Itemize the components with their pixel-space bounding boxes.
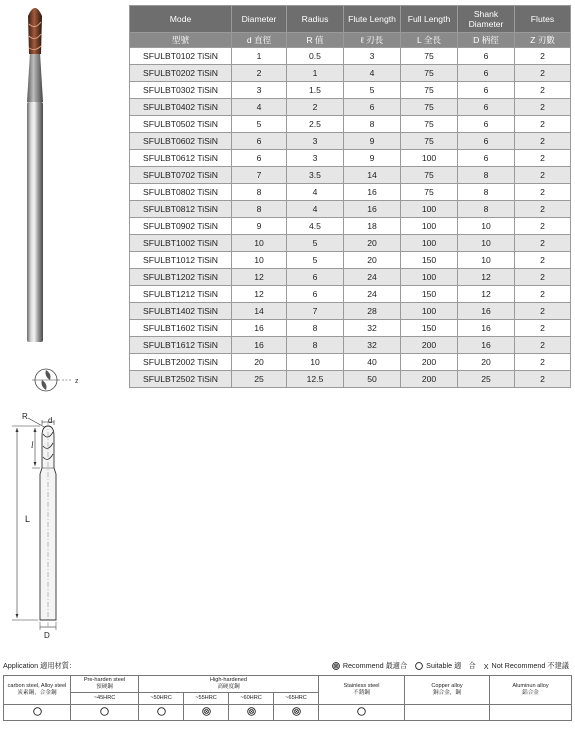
cell-full-length: 150 [401, 320, 458, 337]
cell-radius: 8 [287, 337, 344, 354]
table-row [130, 184, 571, 201]
cell-mode: SFULBT1212 TiSiN [130, 286, 232, 303]
cell-diameter: 12 [232, 286, 287, 303]
cell-mode: SFULBT0402 TiSiN [130, 99, 232, 116]
cell-mode: SFULBT0102 TiSiN [130, 48, 232, 65]
table-row [130, 235, 571, 252]
cell-mode: SFULBT2502 TiSiN [130, 371, 232, 388]
rating-cell [274, 705, 319, 721]
hrc-45: ~45HRC [71, 693, 139, 705]
cell-flutes: 2 [515, 116, 571, 133]
cell-full-length: 100 [401, 235, 458, 252]
cell-mode: SFULBT0812 TiSiN [130, 201, 232, 218]
cell-diameter: 4 [232, 99, 287, 116]
table-row [130, 48, 571, 65]
cell-diameter: 3 [232, 82, 287, 99]
application-header [3, 660, 571, 672]
recommend-symbol-icon [292, 707, 301, 716]
cell-shank-diameter: 6 [458, 99, 515, 116]
header-row-en [130, 6, 571, 33]
material-high-hardened: High-hardened 高硬度鋼 [139, 676, 319, 693]
table-row [130, 201, 571, 218]
table-row [130, 371, 571, 388]
material-carbon-steel: carbon steel, Alloy steel 炭素鋼，合金鋼 [4, 676, 71, 705]
cell-diameter: 16 [232, 337, 287, 354]
cell-radius: 3 [287, 150, 344, 167]
header-full-length-cn: L 全長 [401, 33, 458, 48]
cell-flute-length: 16 [344, 201, 401, 218]
cell-full-length: 100 [401, 303, 458, 320]
cell-shank-diameter: 6 [458, 65, 515, 82]
not-recommend-symbol: X [483, 661, 489, 671]
cell-diameter: 16 [232, 320, 287, 337]
cell-shank-diameter: 12 [458, 286, 515, 303]
cell-mode: SFULBT0902 TiSiN [130, 218, 232, 235]
legend-recommend [332, 661, 407, 671]
cell-diameter: 5 [232, 116, 287, 133]
cell-flute-length: 16 [344, 184, 401, 201]
hrc-65: ~65HRC [274, 693, 319, 705]
material-aluminum-alloy: Aluminun alloy 鋁合金 [490, 676, 572, 705]
header-mode: Mode [130, 6, 232, 33]
cell-flutes: 2 [515, 201, 571, 218]
cell-full-length: 75 [401, 48, 458, 65]
suitable-symbol-icon [415, 662, 423, 670]
cell-shank-diameter: 16 [458, 303, 515, 320]
header-flute-length: Flute Length [344, 6, 401, 33]
cell-flute-length: 9 [344, 133, 401, 150]
cell-mode: SFULBT1012 TiSiN [130, 252, 232, 269]
cell-flutes: 2 [515, 354, 571, 371]
cell-diameter: 8 [232, 184, 287, 201]
cell-full-length: 200 [401, 354, 458, 371]
header-flute-length-cn: ℓ 刃長 [344, 33, 401, 48]
material-preharden-steel: Pre-harden steel 預硬鋼 [71, 676, 139, 693]
cell-mode: SFULBT0702 TiSiN [130, 167, 232, 184]
cell-flutes: 2 [515, 65, 571, 82]
table-row [130, 337, 571, 354]
legend-recommend-text: Recommend 最適合 [342, 661, 408, 670]
header-radius: Radius [287, 6, 344, 33]
table-row [130, 150, 571, 167]
material-copper-alloy: Copper alloy 銅合金，鋼 [405, 676, 490, 705]
cell-flute-length: 4 [344, 65, 401, 82]
cell-radius: 6 [287, 269, 344, 286]
cell-diameter: 12 [232, 269, 287, 286]
cell-full-length: 75 [401, 99, 458, 116]
cell-radius: 4 [287, 184, 344, 201]
cell-shank-diameter: 25 [458, 371, 515, 388]
shank-diameter-label: D [44, 631, 50, 640]
cell-radius: 5 [287, 252, 344, 269]
cell-flutes: 2 [515, 371, 571, 388]
recommend-symbol-icon [202, 707, 211, 716]
tool-photo [20, 2, 50, 344]
application-table [3, 675, 572, 721]
cell-shank-diameter: 6 [458, 82, 515, 99]
cell-flute-length: 6 [344, 99, 401, 116]
header-radius-cn: R 值 [287, 33, 344, 48]
cell-diameter: 9 [232, 218, 287, 235]
table-row [130, 303, 571, 320]
recommend-symbol-icon [332, 662, 340, 670]
cell-full-length: 75 [401, 82, 458, 99]
rating-cell [319, 705, 405, 721]
rating-cell [71, 705, 139, 721]
cell-diameter: 14 [232, 303, 287, 320]
cell-shank-diameter: 16 [458, 320, 515, 337]
table-row [130, 65, 571, 82]
flute-length-label: l [31, 440, 34, 450]
header-full-length: Full Length [401, 6, 458, 33]
cell-flutes: 2 [515, 235, 571, 252]
cell-shank-diameter: 10 [458, 235, 515, 252]
header-flutes: Flutes [515, 6, 571, 33]
cell-mode: SFULBT0802 TiSiN [130, 184, 232, 201]
cell-radius: 12.5 [287, 371, 344, 388]
table-row [130, 167, 571, 184]
table-row [130, 269, 571, 286]
cell-flutes: 2 [515, 269, 571, 286]
cell-radius: 10 [287, 354, 344, 371]
cell-full-length: 100 [401, 201, 458, 218]
cell-full-length: 150 [401, 252, 458, 269]
cell-flutes: 2 [515, 184, 571, 201]
legend-suitable-text: Suitable 適 合 [426, 661, 476, 670]
table-row [130, 252, 571, 269]
cell-diameter: 1 [232, 48, 287, 65]
legend-not-recommend-text: Not Recommend 不建議 [491, 661, 569, 670]
cell-flute-length: 28 [344, 303, 401, 320]
cell-flute-length: 32 [344, 320, 401, 337]
cell-flutes: 2 [515, 150, 571, 167]
cell-radius: 3 [287, 133, 344, 150]
cell-mode: SFULBT0202 TiSiN [130, 65, 232, 82]
header-diameter: Diameter [232, 6, 287, 33]
cell-diameter: 8 [232, 201, 287, 218]
cell-mode: SFULBT1202 TiSiN [130, 269, 232, 286]
cell-full-length: 200 [401, 337, 458, 354]
cell-mode: SFULBT1602 TiSiN [130, 320, 232, 337]
cell-diameter: 10 [232, 252, 287, 269]
rating-cell [184, 705, 229, 721]
cell-flutes: 2 [515, 133, 571, 150]
cell-full-length: 100 [401, 218, 458, 235]
cell-shank-diameter: 6 [458, 133, 515, 150]
cell-flute-length: 32 [344, 337, 401, 354]
cell-radius: 2 [287, 99, 344, 116]
table-row [130, 286, 571, 303]
legend-not-recommend [484, 661, 569, 671]
cell-flutes: 2 [515, 337, 571, 354]
cell-diameter: 25 [232, 371, 287, 388]
cell-flute-length: 50 [344, 371, 401, 388]
end-view-diagram [28, 362, 86, 398]
cell-flute-length: 5 [344, 82, 401, 99]
cell-radius: 1.5 [287, 82, 344, 99]
hrc-50: ~50HRC [139, 693, 184, 705]
cell-radius: 4 [287, 201, 344, 218]
cell-full-length: 150 [401, 286, 458, 303]
cell-flutes: 2 [515, 82, 571, 99]
cell-shank-diameter: 10 [458, 218, 515, 235]
cell-radius: 8 [287, 320, 344, 337]
cell-mode: SFULBT0502 TiSiN [130, 116, 232, 133]
cell-radius: 7 [287, 303, 344, 320]
suitable-symbol-icon [357, 707, 366, 716]
cell-full-length: 75 [401, 184, 458, 201]
cell-flutes: 2 [515, 99, 571, 116]
cell-flutes: 2 [515, 167, 571, 184]
cell-radius: 2.5 [287, 116, 344, 133]
header-row-cn [130, 33, 571, 48]
cell-flutes: 2 [515, 252, 571, 269]
cell-shank-diameter: 6 [458, 150, 515, 167]
cell-full-length: 75 [401, 116, 458, 133]
cell-shank-diameter: 10 [458, 252, 515, 269]
application-title: Application 適用材質： [3, 661, 77, 670]
cell-shank-diameter: 6 [458, 116, 515, 133]
hrc-60: ~60HRC [229, 693, 274, 705]
application-legend [332, 661, 569, 671]
table-row [130, 133, 571, 150]
cell-flutes: 2 [515, 303, 571, 320]
cell-flutes: 2 [515, 320, 571, 337]
rating-cell [490, 705, 572, 721]
legend-suitable [415, 661, 476, 671]
cell-mode: SFULBT0602 TiSiN [130, 133, 232, 150]
cell-shank-diameter: 8 [458, 184, 515, 201]
rating-cell [4, 705, 71, 721]
diameter-small-label: d [48, 416, 53, 425]
recommend-symbol-icon [247, 707, 256, 716]
cell-flute-length: 3 [344, 48, 401, 65]
rating-row [4, 705, 572, 721]
full-length-label: L [25, 514, 31, 524]
cell-diameter: 2 [232, 65, 287, 82]
header-flutes-cn: Z 刃數 [515, 33, 571, 48]
cell-full-length: 100 [401, 269, 458, 286]
cell-shank-diameter: 8 [458, 201, 515, 218]
cell-diameter: 20 [232, 354, 287, 371]
cell-radius: 1 [287, 65, 344, 82]
header-diameter-cn: d 直徑 [232, 33, 287, 48]
cell-mode: SFULBT0612 TiSiN [130, 150, 232, 167]
cell-mode: SFULBT1002 TiSiN [130, 235, 232, 252]
cell-flute-length: 24 [344, 269, 401, 286]
header-shank-diameter: Shank Diameter [458, 6, 515, 33]
cell-flute-length: 24 [344, 286, 401, 303]
table-row [130, 116, 571, 133]
cell-radius: 6 [287, 286, 344, 303]
hrc-55: ~55HRC [184, 693, 229, 705]
cell-flute-length: 18 [344, 218, 401, 235]
side-view-diagram [8, 408, 70, 640]
cell-shank-diameter: 6 [458, 48, 515, 65]
table-row [130, 99, 571, 116]
cell-diameter: 7 [232, 167, 287, 184]
cell-mode: SFULBT1402 TiSiN [130, 303, 232, 320]
cell-shank-diameter: 20 [458, 354, 515, 371]
cell-flutes: 2 [515, 286, 571, 303]
cell-radius: 3.5 [287, 167, 344, 184]
cell-flute-length: 8 [344, 116, 401, 133]
material-stainless-steel: Stainless steel 不銹鋼 [319, 676, 405, 705]
cell-diameter: 6 [232, 150, 287, 167]
table-row [130, 320, 571, 337]
cell-mode: SFULBT1612 TiSiN [130, 337, 232, 354]
z-axis-label: z [75, 378, 79, 385]
cell-full-length: 200 [401, 371, 458, 388]
spec-table-body [130, 48, 571, 388]
cell-diameter: 6 [232, 133, 287, 150]
cell-full-length: 75 [401, 133, 458, 150]
header-mode-cn: 型號 [130, 33, 232, 48]
cell-diameter: 10 [232, 235, 287, 252]
rating-cell [139, 705, 184, 721]
cell-full-length: 75 [401, 167, 458, 184]
cell-radius: 5 [287, 235, 344, 252]
radius-label: R [22, 412, 28, 421]
rating-cell [405, 705, 490, 721]
cell-radius: 4.5 [287, 218, 344, 235]
suitable-symbol-icon [100, 707, 109, 716]
table-row [130, 82, 571, 99]
suitable-symbol-icon [33, 707, 42, 716]
cell-radius: 0.5 [287, 48, 344, 65]
header-shank-diameter-cn: D 柄徑 [458, 33, 515, 48]
cell-shank-diameter: 16 [458, 337, 515, 354]
cell-full-length: 75 [401, 65, 458, 82]
table-row [130, 218, 571, 235]
cell-flute-length: 40 [344, 354, 401, 371]
cell-full-length: 100 [401, 150, 458, 167]
cell-flutes: 2 [515, 218, 571, 235]
table-row [130, 354, 571, 371]
cell-shank-diameter: 12 [458, 269, 515, 286]
suitable-symbol-icon [157, 707, 166, 716]
cell-flute-length: 9 [344, 150, 401, 167]
cell-flute-length: 20 [344, 235, 401, 252]
cell-mode: SFULBT0302 TiSiN [130, 82, 232, 99]
cell-flutes: 2 [515, 48, 571, 65]
rating-cell [229, 705, 274, 721]
cell-flute-length: 14 [344, 167, 401, 184]
cell-mode: SFULBT2002 TiSiN [130, 354, 232, 371]
spec-table [129, 5, 571, 388]
cell-shank-diameter: 8 [458, 167, 515, 184]
cell-flute-length: 20 [344, 252, 401, 269]
